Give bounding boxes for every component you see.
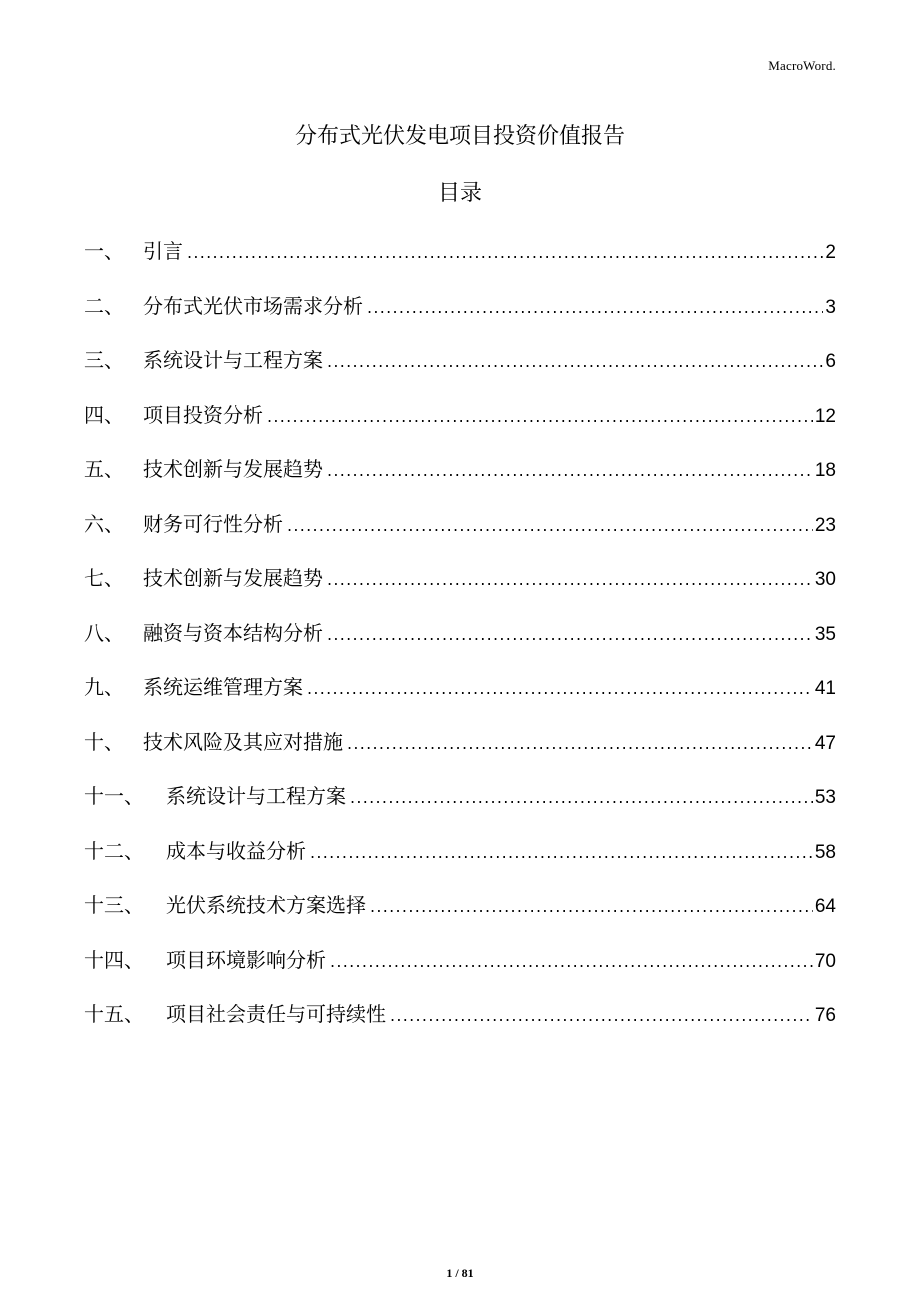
toc-entry-number: 十一、	[84, 784, 144, 808]
toc-entry-title: 融资与资本结构分析	[143, 620, 323, 645]
toc-entry-number: 二、	[84, 293, 124, 318]
toc-dot-leader	[327, 453, 813, 489]
toc-entry-page: 2	[825, 242, 836, 263]
toc-dot-leader	[350, 780, 813, 816]
toc-entry-page: 53	[814, 787, 836, 808]
toc-entry-title: 系统设计与工程方案	[143, 348, 323, 372]
toc-entry-title: 系统设计与工程方案	[166, 784, 346, 808]
toc-entry[interactable]	[84, 615, 836, 670]
toc-dot-leader	[370, 889, 813, 925]
toc-entry-number: 五、	[84, 457, 124, 481]
toc-entry-page: 6	[825, 351, 836, 372]
toc-entry-title: 财务可行性分析	[143, 511, 283, 536]
toc-entry-title: 项目环境影响分析	[166, 947, 326, 972]
toc-entry[interactable]	[84, 778, 836, 833]
toc-dot-leader	[267, 399, 813, 435]
toc-entry-number: 七、	[84, 566, 124, 590]
toc-entry[interactable]	[84, 397, 836, 452]
toc-entry[interactable]	[84, 560, 836, 615]
document-title: 分布式光伏发电项目投资价值报告	[294, 124, 625, 149]
toc-entry[interactable]	[84, 288, 836, 343]
toc-dot-leader	[367, 290, 823, 326]
toc-entry-number: 八、	[84, 620, 124, 645]
toc-entry-number: 四、	[84, 402, 124, 427]
toc-entry-title: 引言	[143, 239, 183, 263]
toc-entry[interactable]	[84, 669, 836, 724]
toc-entry-number: 十三、	[84, 893, 144, 917]
toc-entry[interactable]	[84, 996, 836, 1051]
toc-entry-page: 41	[814, 678, 836, 699]
toc-entry-number: 九、	[84, 675, 124, 699]
toc-entry[interactable]	[84, 724, 836, 779]
toc-entry-number: 一、	[84, 239, 124, 263]
toc-entry-title: 系统运维管理方案	[143, 675, 303, 699]
toc-entry-page: 3	[825, 296, 836, 318]
toc-entry-page: 18	[814, 460, 836, 481]
toc-entry-number: 十、	[84, 729, 124, 754]
toc-entry-page: 30	[814, 569, 836, 590]
toc-dot-leader	[390, 998, 813, 1034]
toc-entry-page: 12	[814, 405, 836, 427]
toc-dot-leader	[327, 617, 813, 653]
page-number-indicator: 1 / 81	[446, 1266, 474, 1280]
toc-entry-title: 分布式光伏市场需求分析	[143, 293, 363, 318]
toc-dot-leader	[310, 835, 813, 871]
toc-entry-number: 六、	[84, 511, 124, 536]
toc-entry-page: 70	[814, 950, 836, 972]
toc-entry-number: 十四、	[84, 947, 144, 972]
toc-entry-title: 技术创新与发展趋势	[143, 457, 323, 481]
header-watermark: MacroWord.	[768, 58, 836, 73]
toc-entry-page: 23	[814, 514, 836, 536]
toc-dot-leader	[307, 671, 813, 707]
toc-entry-page: 58	[814, 841, 836, 863]
toc-entry-title: 项目投资分析	[143, 402, 263, 427]
toc-dot-leader	[347, 726, 813, 762]
toc-entry-title: 成本与收益分析	[166, 838, 306, 863]
toc-dot-leader	[327, 562, 813, 598]
toc-entry[interactable]	[84, 506, 836, 561]
toc-heading: 目录	[437, 181, 482, 206]
toc-entry[interactable]	[84, 233, 836, 288]
table-of-contents	[84, 233, 836, 1051]
toc-entry-title: 光伏系统技术方案选择	[166, 893, 366, 917]
toc-entry[interactable]	[84, 887, 836, 942]
toc-entry-page: 47	[814, 732, 836, 754]
toc-entry-number: 十五、	[84, 1002, 144, 1026]
toc-entry-title: 技术风险及其应对措施	[143, 729, 343, 754]
toc-entry[interactable]	[84, 451, 836, 506]
toc-entry-number: 三、	[84, 348, 124, 372]
toc-dot-leader	[330, 944, 813, 980]
toc-dot-leader	[327, 344, 823, 380]
toc-dot-leader	[287, 508, 813, 544]
toc-entry-page: 64	[814, 896, 836, 917]
toc-entry-number: 十二、	[84, 838, 144, 863]
toc-entry[interactable]	[84, 833, 836, 888]
toc-entry-page: 76	[814, 1005, 836, 1026]
toc-entry-title: 项目社会责任与可持续性	[166, 1002, 386, 1026]
toc-entry[interactable]	[84, 942, 836, 997]
toc-entry[interactable]	[84, 342, 836, 397]
toc-entry-page: 35	[814, 623, 836, 645]
toc-dot-leader	[187, 235, 823, 271]
toc-entry-title: 技术创新与发展趋势	[143, 566, 323, 590]
